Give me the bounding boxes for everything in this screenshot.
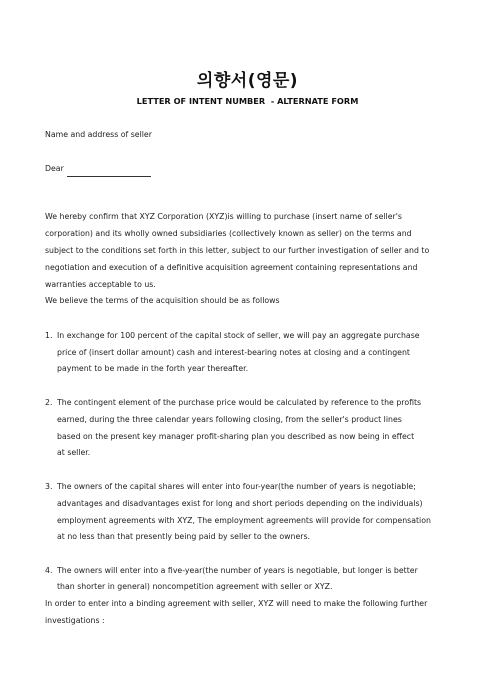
list-item-line: employment agreements with XYZ, The employment agreements will provide for compensation <box>57 516 431 525</box>
list-item-line: than shorter in general) noncompetition agreement with seller or XYZ. <box>57 582 333 591</box>
list-item-number: 3. <box>45 482 53 491</box>
list-item-line: price of (insert dollar amount) cash and interest-bearing notes at closing and a contingent <box>57 348 410 357</box>
list-item-line: The owners of the capital shares will enter into four-year(the number of years is negotiable; <box>57 482 416 491</box>
list-item-line: at seller. <box>57 448 91 457</box>
intro-line: negotiation and execution of a definitive acquisition agreement containing representations and <box>45 263 418 272</box>
list-item-number: 4. <box>45 566 53 575</box>
document-title: 의향서(영문) <box>196 71 299 91</box>
list-item-line: earned, during the three calendar years following closing, from the seller's product lines <box>57 415 402 424</box>
believe-line: We believe the terms of the acquisition should be as follows <box>45 296 280 305</box>
document-subtitle: LETTER OF INTENT NUMBER - ALTERNATE FORM <box>136 96 359 106</box>
list-item-number: 1. <box>45 331 53 340</box>
intro-line: subject to the conditions set forth in this letter, subject to our further investigation of seller and to <box>45 246 430 255</box>
intro-line: warranties acceptable to us. <box>45 280 156 289</box>
seller-name-address-line: Name and address of seller <box>45 130 152 139</box>
list-item-line: advantages and disadvantages exist for long and short periods depending on the individuals) <box>57 499 423 508</box>
list-item-number: 2. <box>45 398 53 407</box>
list-item-line: In exchange for 100 percent of the capital stock of seller, we will pay an aggregate purchase <box>57 331 420 340</box>
dear-label: Dear <box>45 164 64 173</box>
closing-line: In order to enter into a binding agreement with seller, XYZ will need to make the following further <box>45 599 428 608</box>
list-item-line: based on the present key manager profit-sharing plan you described as now being in effect <box>57 432 415 441</box>
list-item-line: The owners will enter into a five-year(the number of years is negotiable, but longer is better <box>57 566 418 575</box>
closing-line: investigations : <box>45 616 105 625</box>
dear-recipient-blank <box>67 176 151 177</box>
list-item-line: The contingent element of the purchase price would be calculated by reference to the profits <box>57 398 422 407</box>
intro-line: We hereby confirm that XYZ Corporation (XYZ)is willing to purchase (insert name of seller's <box>45 212 402 221</box>
intro-line: corporation) and its wholly owned subsidiaries (collectively known as seller) on the terms and <box>45 229 412 238</box>
list-item-line: payment to be made in the forth year thereafter. <box>57 364 249 373</box>
list-item-line: at no less than that presently being paid by seller to the owners. <box>57 532 311 541</box>
